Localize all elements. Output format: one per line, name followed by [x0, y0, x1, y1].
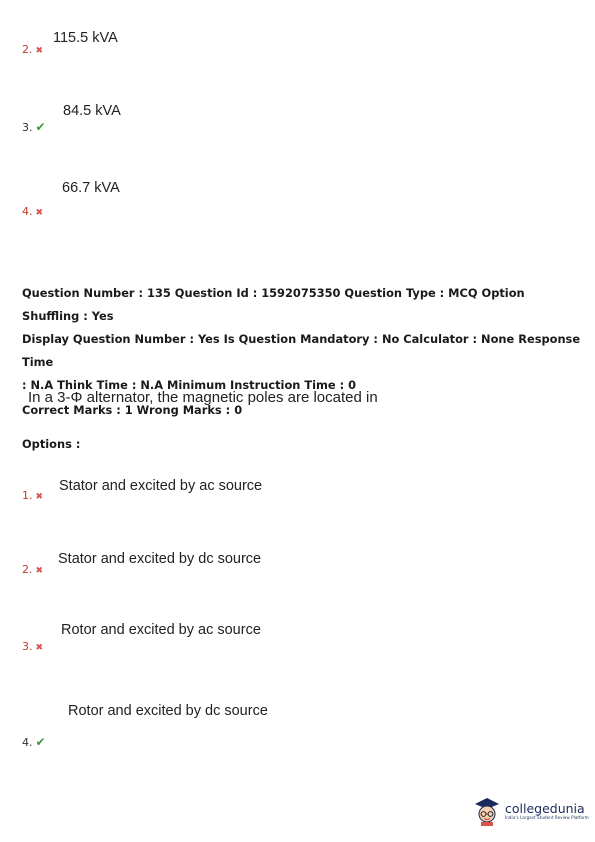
option-text: Rotor and excited by ac source: [61, 622, 261, 638]
check-icon: ✔: [35, 120, 46, 134]
option-number: 3. ✔: [22, 120, 46, 134]
option-text: 115.5 kVA: [53, 30, 118, 46]
option-number: 2. ✖: [22, 43, 44, 56]
logo-name: collegedunia: [505, 801, 585, 816]
mascot-icon: [472, 795, 502, 827]
wrong-icon: ✖: [35, 492, 44, 502]
wrong-icon: ✖: [35, 208, 44, 218]
option-number: 4. ✖: [22, 205, 44, 218]
wrong-icon: ✖: [35, 643, 44, 653]
meta-line: Question Number : 135 Question Id : 1592075350 Question Type : MCQ Option Shuffling : Yes: [22, 286, 525, 323]
collegedunia-logo: [472, 795, 589, 827]
option-text: Stator and excited by ac source: [59, 478, 263, 494]
question-text: In a 3-Φ alternator, the magnetic poles are located in: [28, 389, 378, 406]
logo-tagline: India's Largest Student Review Platform: [505, 815, 589, 820]
option-number: 3. ✖: [22, 640, 44, 653]
check-icon: ✔: [35, 735, 46, 749]
option-number: 2. ✖: [22, 563, 44, 576]
options-label: Options :: [22, 437, 81, 451]
option-text: Rotor and excited by dc source: [68, 703, 268, 719]
option-text: 66.7 kVA: [62, 180, 120, 196]
meta-line: Display Question Number : Yes Is Question Mandatory : No Calculator : None Response Time: [22, 332, 581, 369]
option-text: 84.5 kVA: [63, 103, 121, 119]
option-text: Stator and excited by dc source: [58, 551, 262, 567]
marks-line: Correct Marks : 1 Wrong Marks : 0: [22, 403, 243, 417]
wrong-icon: ✖: [35, 566, 44, 576]
meta-line: : N.A Think Time : N.A Minimum Instruction Time : 0: [22, 378, 357, 392]
option-number: 4. ✔: [22, 735, 46, 749]
wrong-icon: ✖: [35, 46, 44, 56]
option-number: 1. ✖: [22, 489, 44, 502]
